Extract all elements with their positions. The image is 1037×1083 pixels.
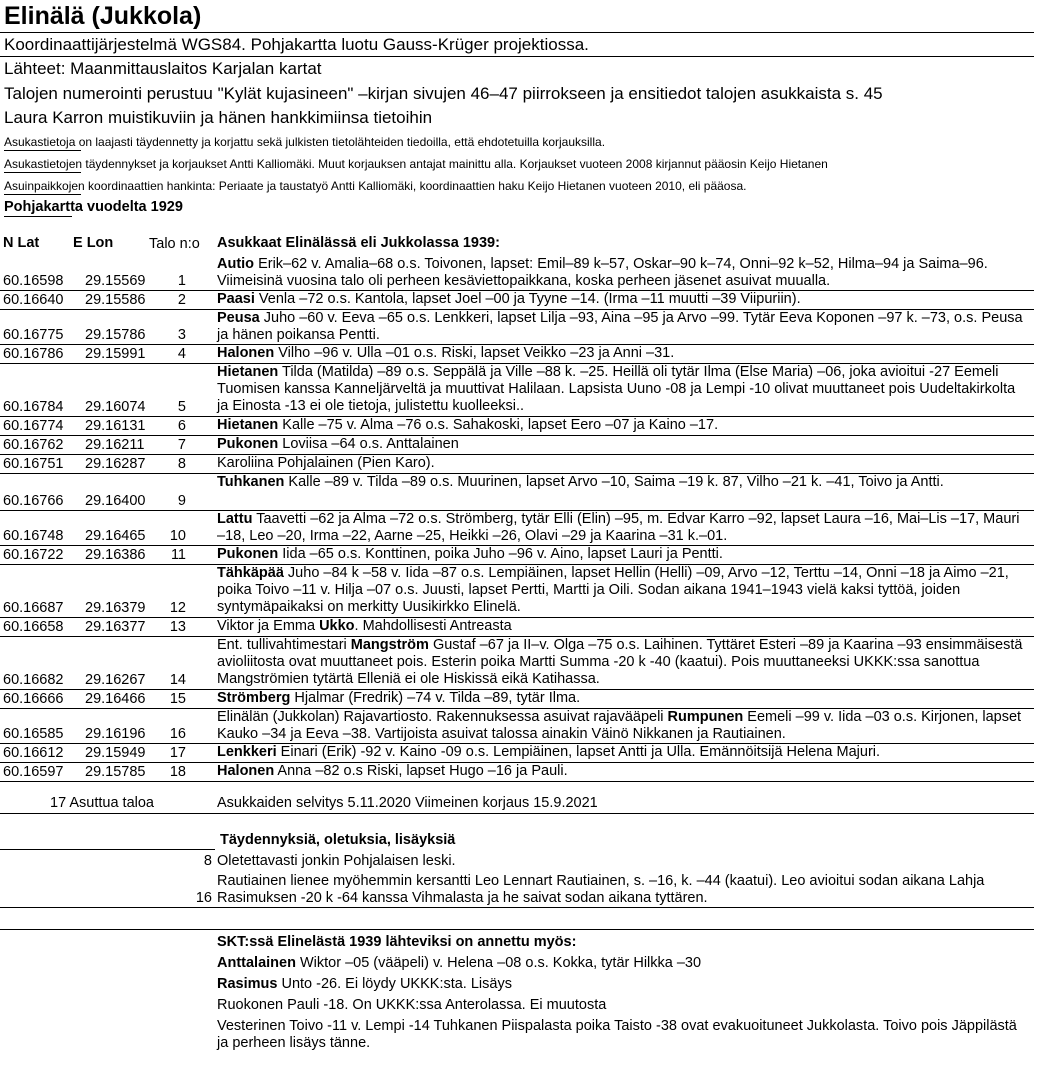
- house-row: [0, 291, 1034, 310]
- latitude-cell: 60.16751: [3, 456, 64, 472]
- family-name: Halonen: [217, 763, 275, 779]
- residents-cell: [217, 709, 1029, 743]
- latitude-cell: 60.16585: [3, 726, 64, 742]
- skt-heading: SKT:ssä Elinelästä 1939 lähteviksi on annettu myös:: [217, 934, 577, 950]
- note-underline-3: [4, 194, 81, 195]
- residents-text: Tilda (Matilda) –89 o.s. Seppälä ja Ville –88 k. –25. Heillä oli tytär Ilma (Else Maria) –06, joka avioitui -27 Eemeli Tuomisen kanssa Kanneljärveltä ja muuttivat Halilaan. Lapsista Uuno -08 ja Lempi -10 olivat muuttaneet pois Uudeltakirkolta ja Einosta -13 ei ole tietoja, julistettu kuolleeksi..: [217, 364, 1016, 414]
- family-name: Strömberg: [217, 690, 291, 706]
- residents-cell: [217, 256, 1029, 290]
- supplements-left-rule: [0, 849, 215, 850]
- residents-text: Venla –72 o.s. Kantola, lapset Joel –00 ja Tyyne –14. (Irma –11 muutti –39 Viipuriin).: [254, 291, 801, 307]
- latitude-cell: 60.16640: [3, 292, 64, 308]
- longitude-cell: 29.15786: [85, 327, 146, 343]
- residents-text: Elinälän (Jukkolan) Rajavartiosto. Rakennuksessa asuivat rajavääpeli: [217, 709, 668, 725]
- supplement-row: [0, 853, 1034, 870]
- family-name: Lattu: [217, 511, 253, 527]
- supplements-divider: [0, 907, 1034, 908]
- residents-text: Loviisa –64 o.s. Anttalainen: [278, 436, 459, 452]
- longitude-cell: 29.16211: [85, 437, 145, 453]
- family-name: Autio: [217, 256, 255, 272]
- coordinate-system-line: Koordinaattijärjestelmä WGS84. Pohjakartta luotu Gauss-Krüger projektiossa.: [4, 35, 589, 54]
- skt-entry: [217, 976, 1029, 993]
- longitude-cell: 29.16466: [85, 691, 146, 707]
- house-number-cell: 9: [177, 493, 186, 509]
- residents-cell: [217, 637, 1029, 688]
- note-underline-2: [4, 172, 81, 173]
- residents-text: Kalle –75 v. Alma –76 o.s. Sahakoski, lapset Eero –07 ja Kaino –17.: [278, 417, 719, 433]
- latitude-cell: 60.16598: [3, 273, 64, 289]
- note-data-sources: Asukastietoja on laajasti täydennetty ja korjattu sekä julkisten tietolähteiden tiedoilla, että ehdotetuilla korjauksilla.: [4, 135, 606, 149]
- latitude-cell: 60.16775: [3, 327, 64, 343]
- family-name: Ukko: [319, 618, 355, 634]
- family-name: Rumpunen: [667, 709, 744, 725]
- house-number-cell: 3: [177, 327, 186, 343]
- house-row: [0, 618, 1034, 637]
- house-row: [0, 256, 1034, 291]
- residents-cell: [217, 291, 1029, 308]
- residents-cell: [217, 763, 1029, 780]
- residents-text: Juho –60 v. Eeva –65 o.s. Lenkkeri, lapset Lilja –93, Aina –95 ja Arvo –99. Tytär Eeva Koponen –97 k. –73, o.s. Peusa ja hänen poikansa Pentti.: [217, 310, 1023, 343]
- summary-divider: [0, 813, 1034, 814]
- family-name: Tuhkanen: [217, 474, 285, 490]
- longitude-cell: 29.16465: [85, 528, 146, 544]
- longitude-cell: 29.16377: [85, 619, 146, 635]
- house-row: [0, 417, 1034, 436]
- residents-cell: [217, 565, 1029, 616]
- page-title: Elinälä (Jukkola): [4, 2, 202, 30]
- residents-cell: [217, 546, 1029, 563]
- column-header-lon: E Lon: [73, 235, 114, 251]
- family-name: Pukonen: [217, 546, 279, 562]
- latitude-cell: 60.16774: [3, 418, 64, 434]
- residents-text: Karoliina Pohjalainen (Pien Karo).: [217, 455, 435, 471]
- house-row: [0, 310, 1034, 345]
- residents-cell: [217, 455, 1029, 472]
- house-number-cell: 4: [177, 346, 186, 362]
- house-row: [0, 565, 1034, 618]
- house-number-cell: 16: [169, 726, 186, 742]
- residents-text: Eemeli –99 v. Iida –03 o.s. Kirjonen, lapset Kauko –34 ja Eeva –38. Vartijoista asuivat talossa ainakin Väinö Nikkanen ja Rautiainen.: [217, 709, 1022, 742]
- residents-text: Juho –84 k –58 v. Iida –87 o.s. Lempiäinen, lapset Hellin (Helli) –09, Arvo –12, Terttu –14, Onni –18 ja Aimo –21, poika Toivo –11 v. Hilja –07 o.s. Juusti, lapset Pertti, Martti ja Oili. Sodan aikana 1941–1943 vielä kaksi tyttöä, joiden syntymäpaikaksi on merkitty Uusikirkko Elinelä.: [217, 565, 1009, 615]
- family-name: Tähkäpää: [217, 565, 284, 581]
- residents-cell: [217, 511, 1029, 545]
- house-number-cell: 10: [169, 528, 186, 544]
- note-coordinates: Asuinpaikkojen koordinaattien hankinta: Periaate ja taustatyö Antti Kalliomäki, koordinaattien haku Keijo Hietanen vuoteen 2010, eli pääosa.: [4, 179, 747, 193]
- supplement-text: Rautiainen lienee myöhemmin kersantti Leo Lennart Rautiainen, s. –16, k. –44 (kaatui). Leo avioitui sodan aikana Lahja Rasimuksen -20 k -64 kanssa Vihmalasta ja he saivat sodan aikana tyttären.: [217, 873, 985, 906]
- longitude-cell: 29.15569: [85, 273, 146, 289]
- supplement-text: Oletettavasti jonkin Pohjalaisen leski.: [217, 853, 456, 869]
- residents-table: [0, 256, 1034, 782]
- residents-text: Einari (Erik) -92 v. Kaino -09 o.s. Lempiäinen, lapset Antti ja Ulla. Emännöitsijä Helena Majuri.: [276, 744, 881, 760]
- memory-line: Laura Karron muistikuviin ja hänen hankkimiinsa tietoihin: [4, 108, 433, 127]
- skt-entry: [217, 997, 1029, 1014]
- residents-cell: [217, 690, 1029, 707]
- longitude-cell: 29.15785: [85, 764, 146, 780]
- residents-text: Gustaf –67 ja II–v. Olga –75 o.s. Laihinen. Tyttäret Esteri –89 ja Kaarina –93 ensimmäisestä avioliitosta ovat muuttaneet pois. Esterin poika Martti Summa -20 k -40 (kaatui). Pois muuttaneeksi UKKK:ssa sanottua Mangströmien tytärtä Elleniä ei ole Hiskissä eikä Katihassa.: [217, 637, 1023, 687]
- longitude-cell: 29.15991: [85, 346, 146, 362]
- note-corrections: Asukastietojen täydennykset ja korjaukset Antti Kalliomäki. Muut korjauksen antajat mainittu alla. Korjaukset vuoteen 2008 kirjannut pääosin Keijo Hietanen: [4, 157, 828, 171]
- column-header-house: Talo n:o: [149, 236, 200, 252]
- house-row: [0, 546, 1034, 565]
- longitude-cell: 29.16386: [85, 547, 146, 563]
- family-name: Lenkkeri: [217, 744, 277, 760]
- house-row: [0, 744, 1034, 763]
- skt-entry-text: Wiktor –05 (vääpeli) v. Helena –08 o.s. Kokka, tytär Hilkka –30: [295, 955, 702, 971]
- latitude-cell: 60.16682: [3, 672, 64, 688]
- latitude-cell: 60.16762: [3, 437, 64, 453]
- family-name: Pukonen: [217, 436, 279, 452]
- house-row: [0, 690, 1034, 709]
- longitude-cell: 29.15586: [85, 292, 146, 308]
- residents-text: Taavetti –62 ja Alma –72 o.s. Strömberg, tytär Elli (Elin) –95, m. Edvar Karro –92, lapset Laura –16, Mai–Lis –17, Mauri –18, Leo –20, Irma –22, Aarne –25, Heikki –26, Olavi –29 ja Kaarina –31 k.–01.: [217, 511, 1020, 544]
- family-name: Hietanen: [217, 417, 279, 433]
- residents-cell: [217, 417, 1029, 434]
- house-number-cell: 8: [177, 456, 186, 472]
- residents-text: Viktor ja Emma: [217, 618, 320, 634]
- supplement-house-number: 16: [195, 890, 212, 906]
- skt-entry-text: Ruokonen Pauli -18. On UKKK:ssa Anterolassa. Ei muutosta: [217, 997, 607, 1013]
- house-row: [0, 709, 1034, 744]
- skt-entry-text: Vesterinen Toivo -11 v. Lempi -14 Tuhkanen Piispalasta poika Taisto -38 ovat evakuoituneet Jukkolasta. Toivo pois Jäppilästä ja perheen lisäys tänne.: [217, 1018, 1017, 1051]
- house-number-cell: 15: [169, 691, 186, 707]
- skt-entry: [217, 955, 1029, 972]
- house-count: 17 Asuttua taloa: [50, 795, 154, 811]
- title-divider: [0, 32, 1034, 33]
- longitude-cell: 29.16287: [85, 456, 146, 472]
- residents-cell: [217, 744, 1029, 761]
- residents-cell: [217, 345, 1029, 362]
- supplement-house-number: 8: [203, 853, 212, 869]
- residents-cell: [217, 618, 1029, 635]
- longitude-cell: 29.16379: [85, 600, 146, 616]
- basemap-label: Pohjakartta vuodelta 1929: [4, 199, 183, 215]
- basemap-underline: [4, 216, 72, 217]
- house-row: [0, 474, 1034, 511]
- residents-text: Anna –82 o.s Riski, lapset Hugo –16 ja Pauli.: [274, 763, 568, 779]
- latitude-cell: 60.16786: [3, 346, 64, 362]
- latitude-cell: 60.16658: [3, 619, 64, 635]
- house-row: [0, 436, 1034, 455]
- house-number-cell: 7: [177, 437, 186, 453]
- residents-text: . Mahdollisesti Antreasta: [354, 618, 512, 634]
- latitude-cell: 60.16687: [3, 600, 64, 616]
- longitude-cell: 29.16196: [85, 726, 146, 742]
- family-name: Peusa: [217, 310, 260, 326]
- house-number-cell: 12: [169, 600, 186, 616]
- house-number-cell: 14: [169, 672, 186, 688]
- residents-text: Kalle –89 v. Tilda –89 o.s. Muurinen, lapset Arvo –10, Saima –19 k. 87, Vilho –21 k. –41, Toivo ja Antti.: [284, 474, 944, 490]
- residents-cell: [217, 364, 1029, 415]
- house-number-cell: 6: [177, 418, 186, 434]
- residents-cell: [217, 474, 1029, 491]
- column-header-lat: N Lat: [3, 235, 40, 251]
- note-underline-1: [4, 150, 81, 151]
- column-header-residents: Asukkaat Elinälässä eli Jukkolassa 1939:: [217, 235, 500, 251]
- latitude-cell: 60.16722: [3, 547, 64, 563]
- supplement-row: [0, 873, 1034, 907]
- residents-text: Vilho –96 v. Ulla –01 o.s. Riski, lapset Veikko –23 ja Anni –31.: [274, 345, 675, 361]
- skt-section: [217, 934, 1029, 1056]
- latitude-cell: 60.16766: [3, 493, 64, 509]
- house-number-cell: 11: [170, 547, 186, 563]
- supplements-heading: Täydennyksiä, oletuksia, lisäyksiä: [220, 832, 456, 848]
- family-name: Halonen: [217, 345, 275, 361]
- house-row: [0, 345, 1034, 364]
- latitude-cell: 60.16597: [3, 764, 64, 780]
- survey-date: Asukkaiden selvitys 5.11.2020 Viimeinen korjaus 15.9.2021: [217, 795, 598, 811]
- residents-text: Erik–62 v. Amalia–68 o.s. Toivonen, lapset: Emil–89 k–57, Oskar–90 k–74, Onni–92 k–52, Hilma–94 ja Saima–96. Viimeisinä vuosina talo oli perheen kesäviettopaikkana, koska perheen jäsenet asuivat muualla.: [217, 256, 988, 289]
- skt-entry-surname: Rasimus: [217, 976, 278, 992]
- skt-entry-surname: Anttalainen: [217, 955, 296, 971]
- house-row: [0, 364, 1034, 417]
- house-row: [0, 763, 1034, 782]
- longitude-cell: 29.16400: [85, 493, 146, 509]
- residents-text: Hjalmar (Fredrik) –74 v. Tilda –89, tytär Ilma.: [290, 690, 581, 706]
- latitude-cell: 60.16748: [3, 528, 64, 544]
- skt-entry: [217, 1018, 1029, 1052]
- residents-text: Iida –65 o.s. Konttinen, poika Juho –96 v. Aino, lapset Lauri ja Pentti.: [278, 546, 723, 562]
- house-number-cell: 2: [177, 292, 186, 308]
- longitude-cell: 29.16074: [85, 399, 146, 415]
- numbering-line: Talojen numerointi perustuu "Kylät kujasineen" –kirjan sivujen 46–47 piirrokseen ja ensitiedot talojen asukkaista s. 45: [4, 84, 883, 103]
- house-number-cell: 17: [169, 745, 186, 761]
- house-number-cell: 5: [177, 399, 186, 415]
- house-row: [0, 511, 1034, 546]
- skt-divider: [0, 929, 1034, 930]
- latitude-cell: 60.16784: [3, 399, 64, 415]
- latitude-cell: 60.16666: [3, 691, 64, 707]
- house-number-cell: 18: [169, 764, 186, 780]
- family-name: Hietanen: [217, 364, 279, 380]
- longitude-cell: 29.16131: [85, 418, 146, 434]
- header-divider: [0, 56, 1034, 57]
- family-name: Mangström: [350, 637, 429, 653]
- house-row: [0, 637, 1034, 690]
- skt-entry-text: Unto -26. Ei löydy UKKK:sta. Lisäys: [277, 976, 512, 992]
- house-number-cell: 13: [169, 619, 186, 635]
- latitude-cell: 60.16612: [3, 745, 64, 761]
- residents-cell: [217, 310, 1029, 344]
- longitude-cell: 29.16267: [85, 672, 146, 688]
- longitude-cell: 29.15949: [85, 745, 146, 761]
- family-name: Paasi: [217, 291, 255, 307]
- house-row: [0, 455, 1034, 474]
- house-number-cell: 1: [177, 273, 186, 289]
- sources-line: Lähteet: Maanmittauslaitos Karjalan kartat: [4, 59, 322, 78]
- residents-text: Ent. tullivahtimestari: [217, 637, 351, 653]
- residents-cell: [217, 436, 1029, 453]
